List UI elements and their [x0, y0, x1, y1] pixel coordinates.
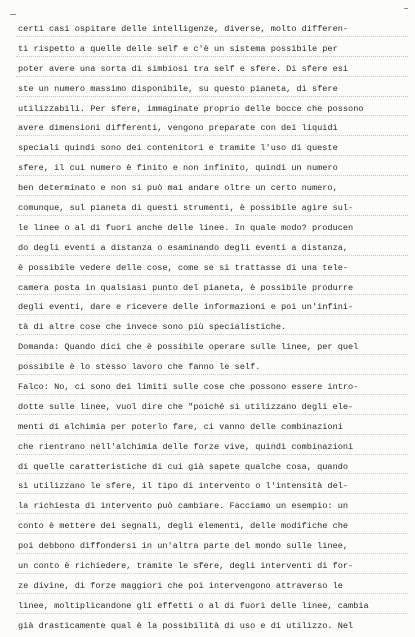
- text-line: Falco: No, ci sono dei limiti sulle cose che possono essere intro-: [18, 378, 410, 398]
- text-line: certi casi ospitare delle intelligenze, diverse, molto differen-: [18, 20, 410, 40]
- text-line: tà di altre cose che invece sono più specialistiche.: [18, 318, 410, 338]
- text-line: già drasticamente qual è la possibilità di uso e di utilizzo. Nel: [18, 620, 354, 631]
- text-line: la richiesta di intervento può cambiare. Facciamo un esempio: un: [18, 497, 410, 517]
- text-line: sfere, il cui numero è finito e non infinito, quindi un numero: [18, 159, 410, 179]
- text-line: si utilizzano le sfere, il tipo di intervento o l'intensità del-: [18, 477, 410, 497]
- text-line: Domanda: Quando dici che è possibile operare sulle linee, per quel: [18, 338, 410, 358]
- text-line: poter avere una sorta di simbiosi tra self e sfere. Di sfere esi: [18, 60, 410, 80]
- text-line: speciali quindi sono dei contenitori e tramite l'uso di queste: [18, 139, 410, 159]
- text-line: poi debbono diffondersi in un'altra parte del mondo sulle linee,: [18, 537, 410, 557]
- text-line: dotte sulle linee, vuol dire che "poiché si utilizzano degli ele-: [18, 398, 410, 418]
- text-line: menti di alchimia per poterlo fare, ci vanno delle combinazioni: [18, 418, 410, 438]
- text-line: un conto è richiedere, tramite le sfere, degli interventi di for-: [18, 557, 410, 577]
- text-line: ben determinato e non si può mai andare oltre un certo numero,: [18, 179, 410, 199]
- text-line: le linee o al di fuori anche delle linee. In quale modo? producen: [18, 219, 410, 239]
- text-line: comunque, sul pianeta di questi strumenti, è possibile agire sul-: [18, 199, 410, 219]
- text-line: possibile è lo stesso lavoro che fanno le self.: [18, 358, 410, 378]
- text-line: camera posta in qualsiasi punto del pianeta, è possibile produrre: [18, 279, 410, 299]
- text-line: ste un numero massimo disponibile, su questo pianeta, di sfere: [18, 80, 410, 100]
- text-line: conto è mettere dei segnali, degli elementi, delle modifiche che: [18, 517, 410, 537]
- text-line: ze divine, di forze maggiori che poi intervengono attraverso le: [18, 577, 410, 597]
- text-line: do degli eventi a distanza o esaminando degli eventi a distanza,: [18, 239, 410, 259]
- text-line: di quelle caratteristiche di cui già sapete qualche cosa, quando: [18, 458, 410, 478]
- margin-mark: [10, 14, 16, 15]
- document-body: [18, 20, 410, 637]
- text-line: linee, moltiplicandone gli effetti o al di fuori delle linee, cambia: [18, 597, 410, 617]
- text-line: avere dimensioni differenti, vengono preparate con dei liquidi: [18, 119, 410, 139]
- text-line: utilizzabili. Per sfere, immaginate proprio delle bocce che possono: [18, 100, 410, 120]
- text-line: è possibile vedere delle cose, come se si trattasse di una tele-: [18, 259, 410, 279]
- margin-mark: [404, 8, 408, 9]
- text-line: ti rispetto a quelle delle self e c'è un sistema possibile per: [18, 40, 410, 60]
- text-line: che rientrano nell'alchimia delle forze vive, quindi combinazioni: [18, 438, 410, 458]
- text-line: degli eventi, dare e ricevere delle informazioni e poi un'infini-: [18, 298, 410, 318]
